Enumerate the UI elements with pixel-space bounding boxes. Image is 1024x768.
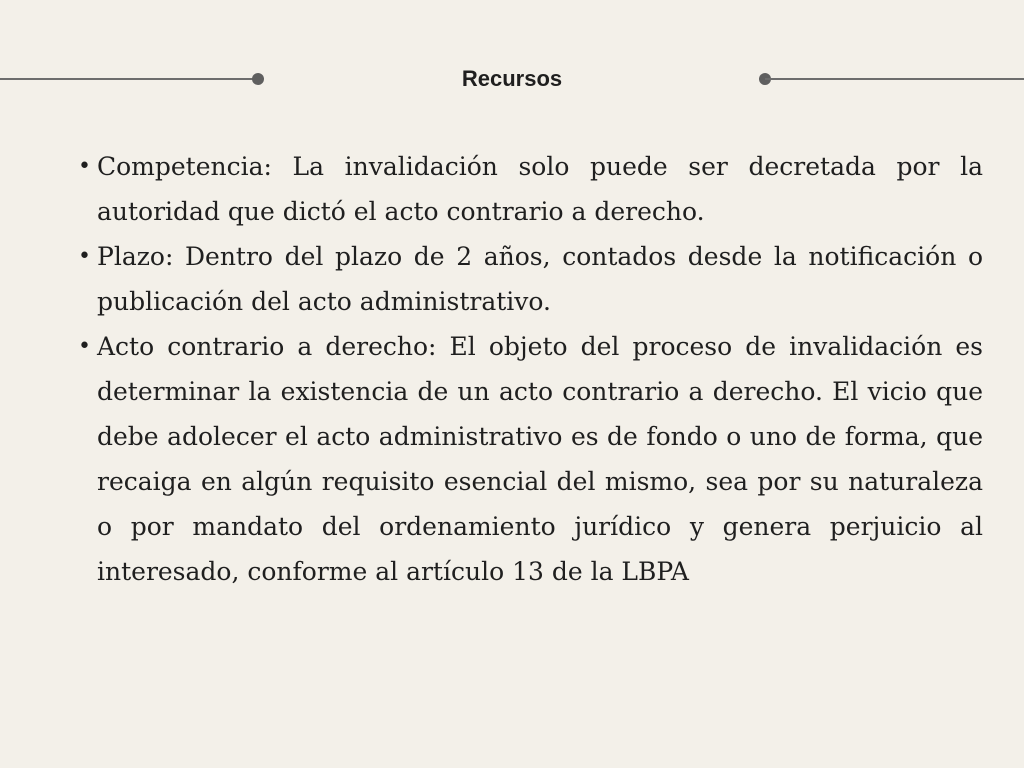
bullet-list	[78, 144, 983, 594]
slide-content	[78, 144, 983, 594]
bullet-dot-icon: •	[78, 154, 91, 179]
bullet-text: Plazo: Dentro del plazo de 2 años, contados desde la notificación o publicación del acto administrativo.	[97, 242, 983, 316]
bullet-item-competencia	[78, 144, 983, 234]
bullet-dot-icon: •	[78, 244, 91, 269]
slide-header	[0, 0, 1024, 160]
bullet-item-plazo	[78, 234, 983, 324]
right-divider-line	[765, 78, 1024, 80]
slide-title: Recursos	[461, 66, 563, 91]
bullet-item-acto-contrario	[78, 324, 983, 594]
bullet-dot-icon: •	[78, 334, 91, 359]
bullet-text: Competencia: La invalidación solo puede ser decretada por la autoridad que dictó el acto contrario a derecho.	[97, 152, 983, 226]
bullet-text: Acto contrario a derecho: El objeto del proceso de invalidación es determinar la existencia de un acto contrario a derecho. El vicio que debe adolecer el acto administrativo es de fondo o uno de forma, que recaiga en algún requisito esencial del mismo, sea por su naturaleza o por mandato del ordenamiento jurídico y genera perjuicio al interesado, conforme al artículo 13 de la LBPA	[97, 332, 983, 586]
